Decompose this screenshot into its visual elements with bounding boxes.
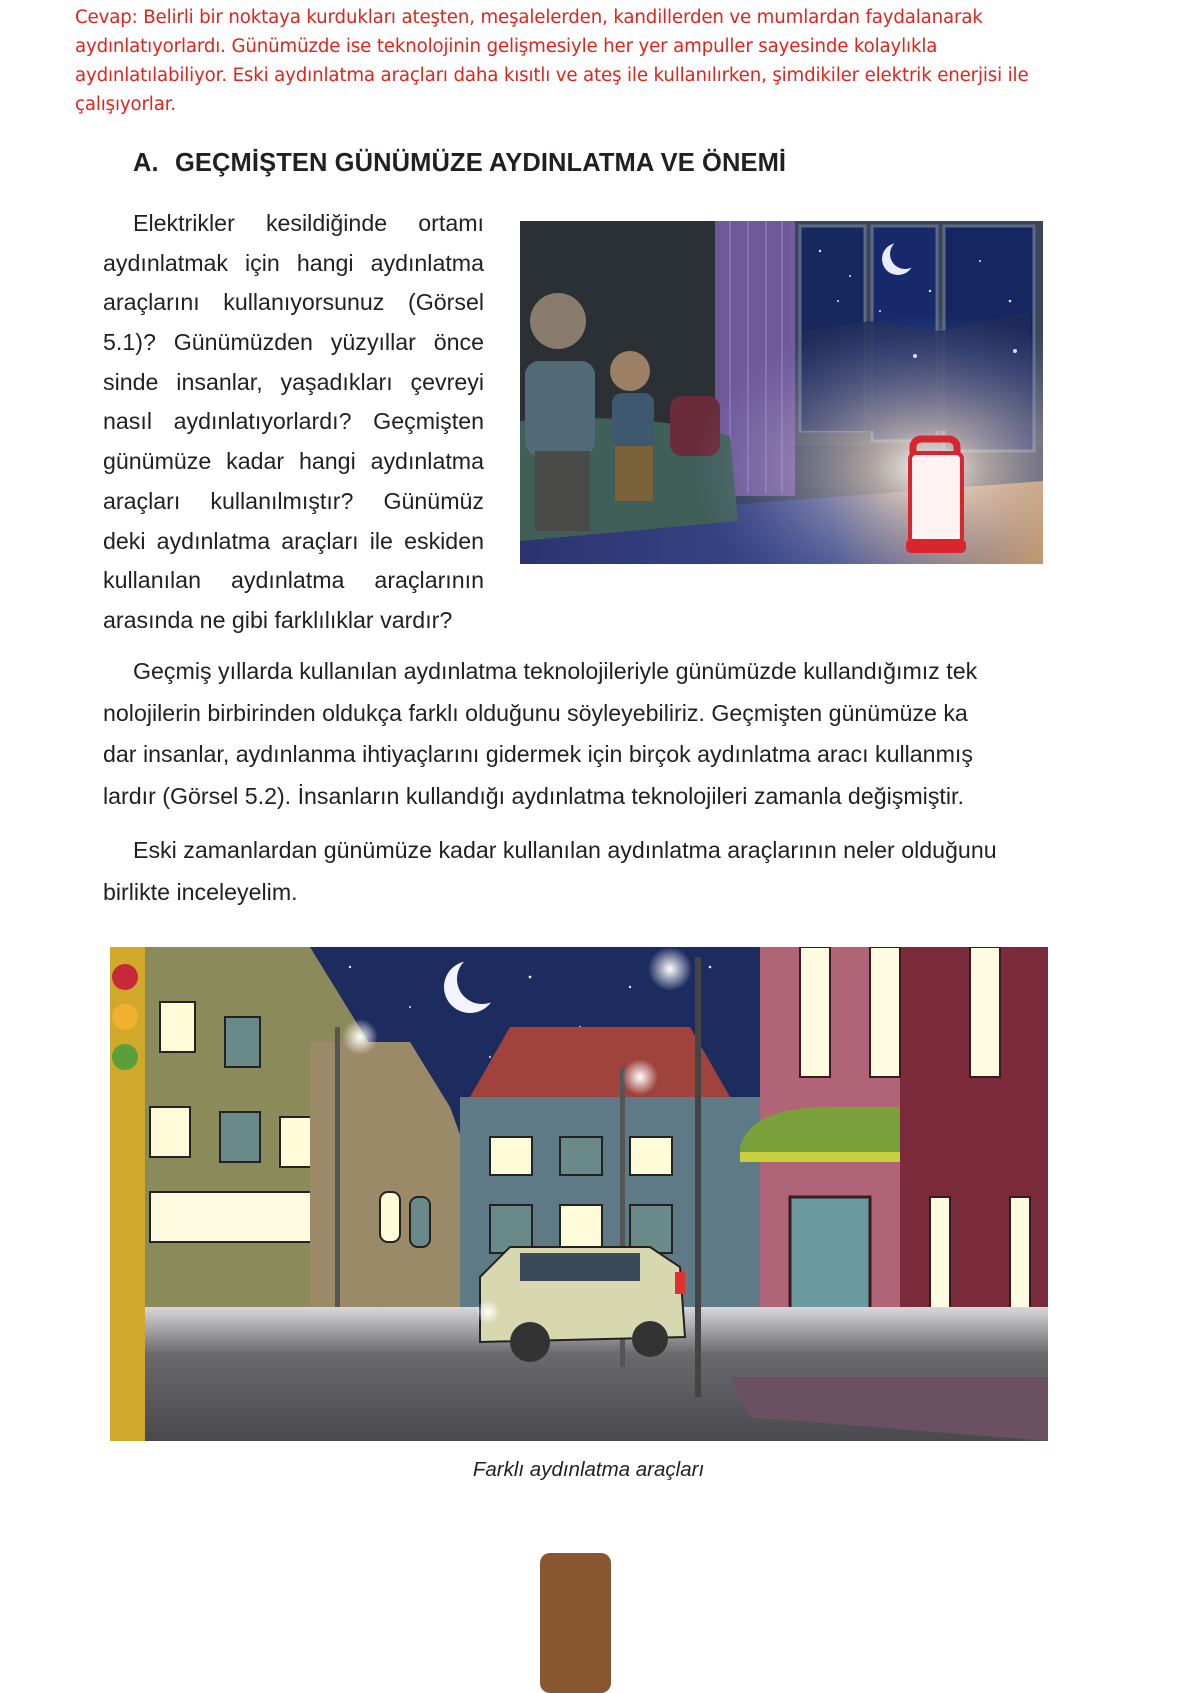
text-line: günümüze kadar hangi aydınlatma [103,448,484,475]
text-line: sinde insanlar, yaşadıkları çevreyi [103,368,484,395]
text-line: Geçmiş yıllarda kullanılan aydınlatma teknolojileriyle günümüzde kullandığımız tek [133,658,978,684]
answer-line: Cevap: Belirli bir noktaya kurdukları ateşten, meşalelerden, kandillerden ve mumlardan faydalanarak [75,7,983,28]
text-line: araçları kullanılmıştır? Günümüz [103,487,484,514]
street-scene-art [110,947,1048,1441]
text-line: Eski zamanlardan günümüze kadar kullanılan aydınlatma araçlarının neler olduğunu [133,837,997,863]
text-line: arasında ne gibi farklılıklar vardır? [103,606,453,633]
section-title: GEÇMİŞTEN GÜNÜMÜZE AYDINLATMA VE ÖNEMİ [175,149,787,177]
lantern-icon [906,439,966,553]
paragraph-lets-examine [103,830,1043,913]
text-line: araçlarını kullanıyorsunuz (Görsel [103,289,484,316]
section-letter: A. [133,149,159,177]
intro-paragraph [103,204,484,641]
lantern-scene-art [520,221,1043,564]
answer-text [75,3,1155,119]
page-number-tab [540,1553,611,1693]
text-line: lardır (Görsel 5.2). İnsanların kullandığı aydınlatma teknolojileri zamanla değişmiştir. [103,783,964,810]
text-line: Elektrikler kesildiğinde ortamı [133,210,484,236]
text-line: kullanılan aydınlatma araçlarının [103,567,484,594]
answer-line: aydınlatılabiliyor. Eski aydınlatma araçları daha kısıtlı ve ateş ile kullanılırken, şimdikiler elektrik enerjisi ile [75,65,1029,86]
text-line: aydınlatmak için hangi aydınlatma [103,249,484,276]
text-line: deki aydınlatma araçları ile eskiden [103,527,484,554]
answer-line: aydınlatıyorlardı. Günümüzde ise teknolojinin gelişmesiyle her yer ampuller sayesinde kolaylıkla [75,36,938,57]
street-scene-illustration [110,947,1048,1441]
section-heading [133,149,786,178]
text-line: 5.1)? Günümüzden yüzyıllar önce [103,329,484,356]
text-line: dar insanlar, aydınlanma ihtiyaçlarını gidermek için birçok aydınlatma aracı kullanmış [103,741,973,768]
lantern-scene-illustration [520,221,1043,564]
caption-text: Farklı aydınlatma araçları [472,1458,705,1481]
answer-line: çalışıyorlar. [75,94,176,115]
text-line: birlikte inceleyelim. [103,878,298,905]
text-line: nolojilerin birbirinden oldukça farklı olduğunu söyleyebiliriz. Geçmişten günümüze ka [103,699,968,726]
figure-caption [0,1458,1181,1482]
text-line: nasıl aydınlatıyorlardı? Geçmişten [103,408,484,435]
paragraph-lighting-history [103,651,1043,818]
